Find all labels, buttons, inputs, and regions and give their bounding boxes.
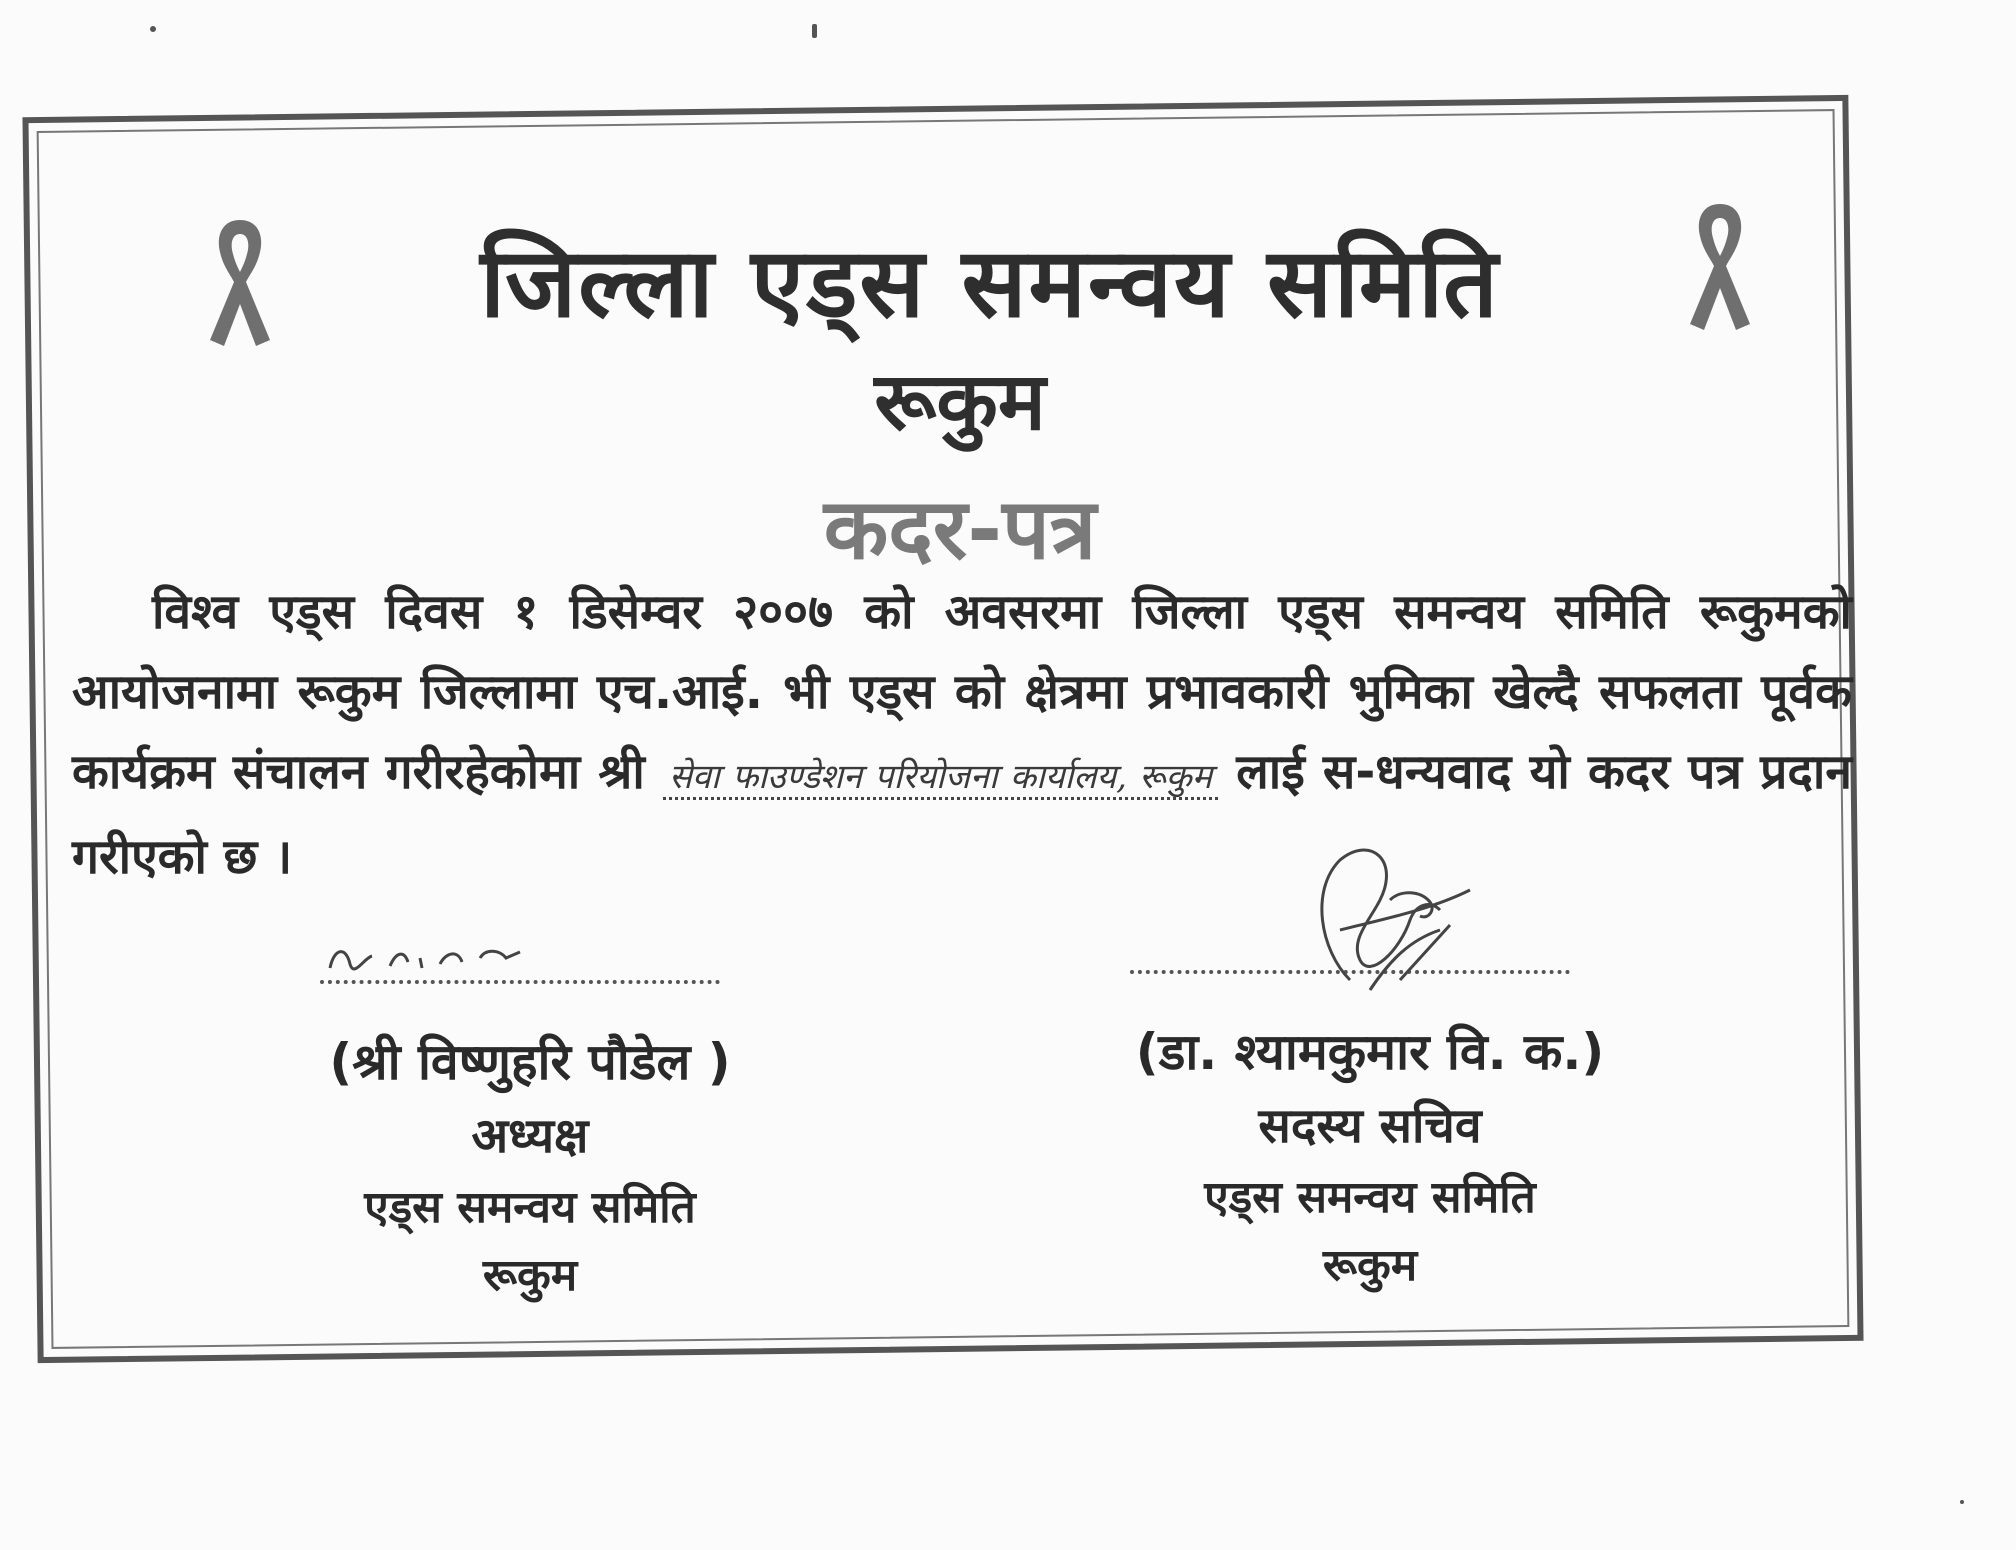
certificate-body (72, 572, 1852, 897)
scan-speck (150, 26, 156, 32)
chairperson-org: एड्स समन्वय समिति (364, 1182, 696, 1233)
body-text-part1: विश्व एड्स दिवस १ डिसेम्वर २००७ को अवसरमा जिल्ला एड्स समन्वय समिति रूकुमको आयोजनामा रूकुम जिल्लामा एच.आई. भी एड्स को क्षेत्रमा प्रभावकारी भुमिका खेल्दै सफलता पूर्वक कार्यक्रम संचालन गरीरहेकोमा श्री (72, 584, 1852, 800)
header (200, 200, 1800, 340)
handwritten-signature (310, 928, 610, 988)
signature-line (320, 940, 720, 984)
chairperson-place: रूकुम (482, 1250, 578, 1301)
signature-line (1130, 930, 1570, 974)
signatory-secretary (1030, 930, 1710, 1298)
secretary-name: (डा. श्यामकुमार वि. क.) (1135, 1023, 1605, 1081)
committee-title: जिल्ला एड्स समन्वय समिति (480, 227, 1500, 339)
recipient-handwritten: सेवा फाउण्डेशन परियोजना कार्यालय, रूकुम (663, 757, 1218, 800)
district-name: रूकुम (874, 355, 1046, 448)
scan-speck (812, 24, 817, 38)
awareness-ribbon-icon (200, 212, 280, 352)
certificate-title: कदर-पत्र (823, 480, 1097, 578)
chairperson-role: अध्यक्ष (471, 1108, 589, 1164)
handwritten-signature (1280, 830, 1480, 1000)
signatory-chairperson (220, 940, 840, 1308)
secretary-place: रूकुम (1322, 1240, 1418, 1291)
scan-speck (1960, 1500, 1964, 1504)
secretary-role: सदस्य सचिव (1258, 1098, 1482, 1154)
awareness-ribbon-icon (1680, 196, 1760, 336)
secretary-org: एड्स समन्वय समिति (1204, 1172, 1536, 1223)
body-text-part2: लाई स-धन्यवाद यो कदर पत्र प्रदान गरीएको छ । (72, 744, 1852, 885)
chairperson-name: (श्री विष्णुहरि पौडेल ) (329, 1033, 731, 1091)
